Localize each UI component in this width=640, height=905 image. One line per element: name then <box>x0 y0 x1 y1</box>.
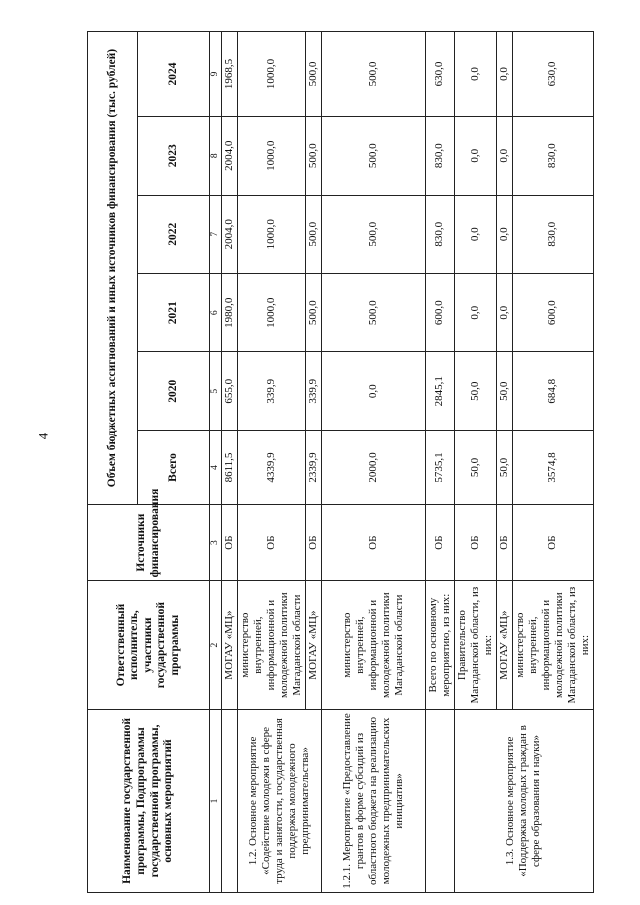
value-cell: 0,0 <box>496 32 512 117</box>
index-row <box>210 32 222 893</box>
value-cell: 50,0 <box>496 352 512 430</box>
source-cell: ОБ <box>237 505 305 581</box>
source-cell: ОБ <box>321 505 425 581</box>
value-cell: 500,0 <box>305 195 321 273</box>
source-cell: ОБ <box>454 505 496 581</box>
index-cell: 3 <box>210 505 222 581</box>
value-cell: 5735,1 <box>425 430 454 504</box>
value-cell: 500,0 <box>321 273 425 351</box>
source-cell: ОБ <box>305 505 321 581</box>
value-cell: 50,0 <box>454 352 496 430</box>
table-row <box>222 32 238 893</box>
executor-cell: МОГАУ «МЦ» <box>305 581 321 710</box>
value-cell: 2845,1 <box>425 352 454 430</box>
value-cell: 655,0 <box>222 352 238 430</box>
source-cell: ОБ <box>222 505 238 581</box>
header-year: 2020 <box>138 352 210 430</box>
index-cell: 6 <box>210 273 222 351</box>
source-cell: ОБ <box>425 505 454 581</box>
name-cell <box>425 709 454 892</box>
value-cell: 0,0 <box>454 195 496 273</box>
value-cell: 500,0 <box>305 117 321 195</box>
value-cell: 50,0 <box>454 430 496 504</box>
header-year: 2022 <box>138 195 210 273</box>
budget-table <box>87 31 594 893</box>
source-cell: ОБ <box>496 505 512 581</box>
value-cell: 830,0 <box>425 117 454 195</box>
value-cell: 500,0 <box>305 273 321 351</box>
value-cell: 339,9 <box>237 352 305 430</box>
page-number: 4 <box>35 432 51 440</box>
value-cell: 830,0 <box>512 117 593 195</box>
value-cell: 500,0 <box>305 32 321 117</box>
value-cell: 500,0 <box>321 32 425 117</box>
value-cell: 830,0 <box>425 195 454 273</box>
name-cell: 1.2. Основное мероприятие «Содействие молодежи в сфере труда и занятости, государственная поддержка молодежного предпринимательства» <box>237 709 321 892</box>
value-cell: 630,0 <box>512 32 593 117</box>
index-cell: 5 <box>210 352 222 430</box>
value-cell: 50,0 <box>496 430 512 504</box>
value-cell: 2004,0 <box>222 195 238 273</box>
value-cell: 2339,9 <box>305 430 321 504</box>
table-row <box>321 32 425 893</box>
value-cell: 8611,5 <box>222 430 238 504</box>
value-cell: 0,0 <box>496 273 512 351</box>
rotated-page <box>87 31 591 893</box>
value-cell: 1980,0 <box>222 273 238 351</box>
table-row <box>237 32 305 893</box>
index-cell: 4 <box>210 430 222 504</box>
value-cell: 0,0 <box>454 273 496 351</box>
index-cell: 9 <box>210 32 222 117</box>
executor-cell: МОГАУ «МЦ» <box>222 581 238 710</box>
index-cell: 1 <box>210 709 222 892</box>
header-budget-group: Объем бюджетных ассигнований и иных источников финансирования (тыс. рублей) <box>88 32 138 505</box>
value-cell: 630,0 <box>425 32 454 117</box>
value-cell: 2004,0 <box>222 117 238 195</box>
value-cell: 600,0 <box>425 273 454 351</box>
value-cell: 4339,9 <box>237 430 305 504</box>
value-cell: 3574,8 <box>512 430 593 504</box>
header-year: 2023 <box>138 117 210 195</box>
value-cell: 0,0 <box>454 32 496 117</box>
index-cell: 7 <box>210 195 222 273</box>
executor-cell: министерство внутренней, информационной и молодежной политики Магаданской области, из них: <box>512 581 593 710</box>
value-cell: 500,0 <box>321 195 425 273</box>
value-cell: 1968,5 <box>222 32 238 117</box>
header-year: 2021 <box>138 273 210 351</box>
value-cell: 830,0 <box>512 195 593 273</box>
executor-cell: министерство внутренней, информационной и молодежной политики Магаданской области <box>321 581 425 710</box>
value-cell: 0,0 <box>496 195 512 273</box>
executor-cell: Правительство Магаданской области, из них: <box>454 581 496 710</box>
header-name: Наименование государственной программы, Подпрограммы государственной программы, основных мероприятий <box>88 709 210 892</box>
value-cell: 1000,0 <box>237 195 305 273</box>
value-cell: 0,0 <box>496 117 512 195</box>
value-cell: 500,0 <box>321 117 425 195</box>
index-cell: 2 <box>210 581 222 710</box>
table-row <box>425 32 454 893</box>
value-cell: 339,9 <box>305 352 321 430</box>
value-cell: 0,0 <box>454 117 496 195</box>
header-executor: Ответственный исполнитель, участники государственной программы <box>88 581 210 710</box>
table-row <box>454 32 496 893</box>
value-cell: 0,0 <box>321 352 425 430</box>
name-cell: 1.3. Основное мероприятие «Поддержка молодых граждан в сфере образования и науки» <box>454 709 593 892</box>
executor-cell: МОГАУ «МЦ» <box>496 581 512 710</box>
value-cell: 1000,0 <box>237 273 305 351</box>
index-cell: 8 <box>210 117 222 195</box>
executor-cell: министерство внутренней, информационной и молодежной политики Магаданской области <box>237 581 305 710</box>
value-cell: 600,0 <box>512 273 593 351</box>
value-cell: 1000,0 <box>237 32 305 117</box>
header-total: Всего <box>138 430 210 504</box>
header-year: 2024 <box>138 32 210 117</box>
name-cell <box>222 709 238 892</box>
value-cell: 2000,0 <box>321 430 425 504</box>
name-cell: 1.2.1. Мероприятие «Предоставление грантов в форме субсидий из областного бюджета на реализацию молодежных предпринимательских инициатив» <box>321 709 425 892</box>
value-cell: 1000,0 <box>237 117 305 195</box>
table-container <box>87 31 591 893</box>
header-source: Источники финансирования <box>88 505 210 581</box>
executor-cell: Всего по основному мероприятию, из них: <box>425 581 454 710</box>
value-cell: 684,8 <box>512 352 593 430</box>
source-cell: ОБ <box>512 505 593 581</box>
